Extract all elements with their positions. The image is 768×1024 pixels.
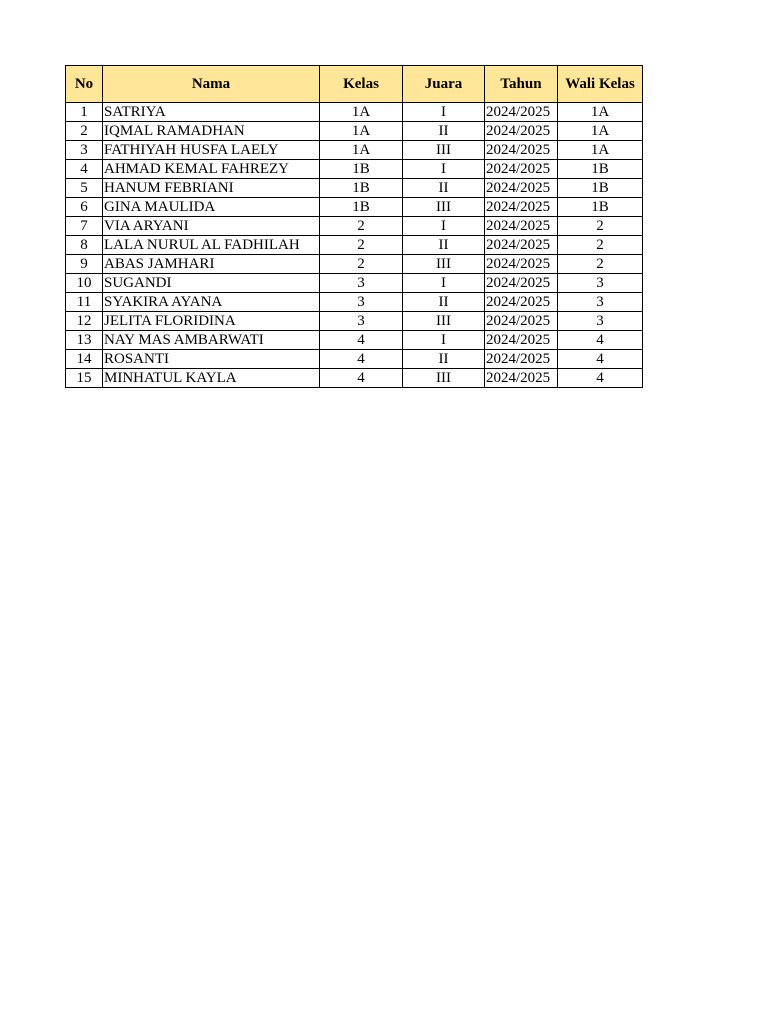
- cell-nama[interactable]: MINHATUL KAYLA: [103, 369, 320, 388]
- cell-nama[interactable]: GINA MAULIDA: [103, 198, 320, 217]
- table-row: [66, 255, 643, 274]
- cell-nama[interactable]: IQMAL RAMADHAN: [103, 122, 320, 141]
- cell-juara[interactable]: III: [403, 141, 485, 160]
- table-row: [66, 312, 643, 331]
- cell-nama[interactable]: SUGANDI: [103, 274, 320, 293]
- cell-tahun[interactable]: 2024/2025: [485, 179, 558, 198]
- cell-nama[interactable]: HANUM FEBRIANI: [103, 179, 320, 198]
- table-row: [66, 293, 643, 312]
- cell-no[interactable]: 4: [66, 160, 103, 179]
- cell-wali-kelas[interactable]: 3: [558, 312, 643, 331]
- cell-nama[interactable]: VIA ARYANI: [103, 217, 320, 236]
- cell-wali-kelas[interactable]: 4: [558, 369, 643, 388]
- table-row: [66, 141, 643, 160]
- cell-tahun[interactable]: 2024/2025: [485, 103, 558, 122]
- table-row: [66, 369, 643, 388]
- cell-no[interactable]: 7: [66, 217, 103, 236]
- table-row: [66, 331, 643, 350]
- winners-sheet: [65, 65, 643, 388]
- cell-no[interactable]: 6: [66, 198, 103, 217]
- cell-juara[interactable]: II: [403, 179, 485, 198]
- table-row: [66, 198, 643, 217]
- cell-juara[interactable]: II: [403, 293, 485, 312]
- cell-nama[interactable]: ROSANTI: [103, 350, 320, 369]
- cell-juara[interactable]: II: [403, 122, 485, 141]
- cell-tahun[interactable]: 2024/2025: [485, 350, 558, 369]
- table-row: [66, 103, 643, 122]
- cell-tahun[interactable]: 2024/2025: [485, 236, 558, 255]
- cell-tahun[interactable]: 2024/2025: [485, 369, 558, 388]
- cell-tahun[interactable]: 2024/2025: [485, 141, 558, 160]
- cell-kelas[interactable]: 3: [320, 274, 403, 293]
- cell-no[interactable]: 12: [66, 312, 103, 331]
- table-row: [66, 350, 643, 369]
- cell-tahun[interactable]: 2024/2025: [485, 293, 558, 312]
- table-row: [66, 274, 643, 293]
- cell-nama[interactable]: LALA NURUL AL FADHILAH: [103, 236, 320, 255]
- header-no[interactable]: No: [66, 66, 103, 103]
- cell-kelas[interactable]: 1B: [320, 160, 403, 179]
- cell-no[interactable]: 11: [66, 293, 103, 312]
- cell-nama[interactable]: ABAS JAMHARI: [103, 255, 320, 274]
- cell-tahun[interactable]: 2024/2025: [485, 331, 558, 350]
- cell-tahun[interactable]: 2024/2025: [485, 122, 558, 141]
- cell-wali-kelas[interactable]: 3: [558, 274, 643, 293]
- header-wali-kelas[interactable]: Wali Kelas: [558, 66, 643, 103]
- cell-kelas[interactable]: 4: [320, 369, 403, 388]
- table-row: [66, 236, 643, 255]
- cell-juara[interactable]: III: [403, 369, 485, 388]
- cell-juara[interactable]: I: [403, 217, 485, 236]
- cell-juara[interactable]: III: [403, 255, 485, 274]
- cell-kelas[interactable]: 4: [320, 331, 403, 350]
- cell-kelas[interactable]: 2: [320, 236, 403, 255]
- header-juara[interactable]: Juara: [403, 66, 485, 103]
- cell-no[interactable]: 2: [66, 122, 103, 141]
- table-header: [66, 66, 643, 103]
- cell-no[interactable]: 9: [66, 255, 103, 274]
- cell-no[interactable]: 13: [66, 331, 103, 350]
- cell-tahun[interactable]: 2024/2025: [485, 217, 558, 236]
- cell-nama[interactable]: NAY MAS AMBARWATI: [103, 331, 320, 350]
- cell-kelas[interactable]: 1A: [320, 122, 403, 141]
- cell-wali-kelas[interactable]: 2: [558, 255, 643, 274]
- cell-nama[interactable]: SATRIYA: [103, 103, 320, 122]
- cell-nama[interactable]: AHMAD KEMAL FAHREZY: [103, 160, 320, 179]
- cell-tahun[interactable]: 2024/2025: [485, 198, 558, 217]
- cell-nama[interactable]: FATHIYAH HUSFA LAELY: [103, 141, 320, 160]
- cell-juara[interactable]: II: [403, 236, 485, 255]
- cell-wali-kelas[interactable]: 1A: [558, 122, 643, 141]
- cell-wali-kelas[interactable]: 1B: [558, 179, 643, 198]
- cell-tahun[interactable]: 2024/2025: [485, 312, 558, 331]
- table-row: [66, 160, 643, 179]
- winners-table: [65, 65, 643, 388]
- cell-kelas[interactable]: 3: [320, 312, 403, 331]
- cell-wali-kelas[interactable]: 2: [558, 236, 643, 255]
- cell-juara[interactable]: III: [403, 312, 485, 331]
- cell-kelas[interactable]: 1A: [320, 141, 403, 160]
- header-nama[interactable]: Nama: [103, 66, 320, 103]
- cell-kelas[interactable]: 1B: [320, 198, 403, 217]
- cell-no[interactable]: 14: [66, 350, 103, 369]
- cell-wali-kelas[interactable]: 1A: [558, 103, 643, 122]
- cell-kelas[interactable]: 2: [320, 255, 403, 274]
- cell-no[interactable]: 8: [66, 236, 103, 255]
- cell-tahun[interactable]: 2024/2025: [485, 160, 558, 179]
- cell-juara[interactable]: II: [403, 350, 485, 369]
- cell-wali-kelas[interactable]: 1A: [558, 141, 643, 160]
- cell-juara[interactable]: III: [403, 198, 485, 217]
- cell-juara[interactable]: I: [403, 274, 485, 293]
- cell-wali-kelas[interactable]: 3: [558, 293, 643, 312]
- cell-juara[interactable]: I: [403, 331, 485, 350]
- cell-no[interactable]: 3: [66, 141, 103, 160]
- cell-wali-kelas[interactable]: 4: [558, 350, 643, 369]
- cell-wali-kelas[interactable]: 1B: [558, 160, 643, 179]
- cell-tahun[interactable]: 2024/2025: [485, 274, 558, 293]
- table-row: [66, 217, 643, 236]
- cell-wali-kelas[interactable]: 2: [558, 217, 643, 236]
- cell-no[interactable]: 10: [66, 274, 103, 293]
- cell-wali-kelas[interactable]: 4: [558, 331, 643, 350]
- cell-juara[interactable]: I: [403, 160, 485, 179]
- cell-kelas[interactable]: 3: [320, 293, 403, 312]
- cell-kelas[interactable]: 2: [320, 217, 403, 236]
- cell-no[interactable]: 5: [66, 179, 103, 198]
- table-row: [66, 179, 643, 198]
- header-kelas[interactable]: Kelas: [320, 66, 403, 103]
- header-tahun[interactable]: Tahun: [485, 66, 558, 103]
- cell-nama[interactable]: JELITA FLORIDINA: [103, 312, 320, 331]
- cell-kelas[interactable]: 1B: [320, 179, 403, 198]
- cell-tahun[interactable]: 2024/2025: [485, 255, 558, 274]
- table-row: [66, 122, 643, 141]
- header-row: [66, 66, 643, 103]
- cell-kelas[interactable]: 1A: [320, 103, 403, 122]
- cell-wali-kelas[interactable]: 1B: [558, 198, 643, 217]
- cell-nama[interactable]: SYAKIRA AYANA: [103, 293, 320, 312]
- cell-no[interactable]: 15: [66, 369, 103, 388]
- cell-juara[interactable]: I: [403, 103, 485, 122]
- cell-no[interactable]: 1: [66, 103, 103, 122]
- cell-kelas[interactable]: 4: [320, 350, 403, 369]
- table-body: [66, 103, 643, 388]
